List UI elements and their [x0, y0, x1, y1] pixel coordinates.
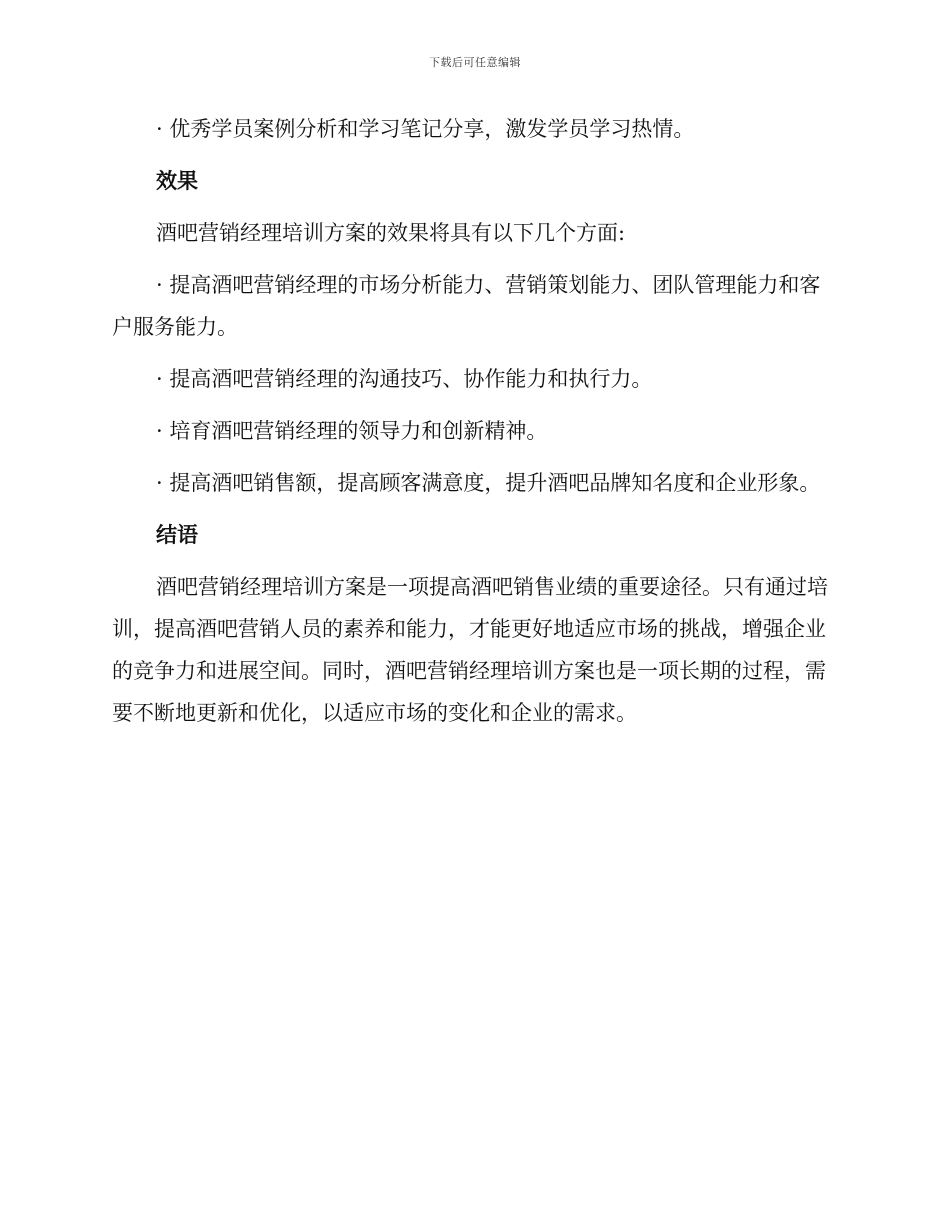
- paragraph-conclusion: 酒吧营销经理培训方案是一项提高酒吧销售业绩的重要途径。只有通过培训，提高酒吧营销人员的素养和能力，才能更好地适应市场的挑战，增强企业的竞争力和进展空间。同时，酒吧营销经理培训方案也是一项长期的过程，需要不断地更新和优化，以适应市场的变化和企业的需求。: [112, 575, 828, 725]
- document-body: [112, 108, 834, 734]
- header-note: 下载后可任意编辑: [429, 56, 521, 69]
- section-heading-conclusion: 结语: [156, 523, 198, 547]
- paragraph-bullet-sales: · 提高酒吧销售额，提高顾客满意度，提升酒吧品牌知名度和企业形象。: [156, 471, 821, 495]
- paragraph-bullet-communication: · 提高酒吧营销经理的沟通技巧、协作能力和执行力。: [156, 367, 653, 391]
- paragraph-bullet-leadership: · 培育酒吧营销经理的领导力和创新精神。: [156, 419, 548, 443]
- paragraph-effect-intro: 酒吧营销经理培训方案的效果将具有以下几个方面:: [156, 221, 626, 245]
- spacer: [112, 348, 834, 358]
- section-heading-effect: 效果: [156, 169, 198, 193]
- spacer: [112, 150, 834, 160]
- paragraph-bullet-abilities: · 提高酒吧营销经理的市场分析能力、营销策划能力、团队管理能力和客户服务能力。: [112, 273, 821, 339]
- spacer: [112, 202, 834, 212]
- spacer: [112, 452, 834, 462]
- spacer: [112, 504, 834, 514]
- paragraph-bullet-case-sharing: · 优秀学员案例分析和学习笔记分享，激发学员学习热情。: [156, 117, 695, 141]
- spacer: [112, 254, 834, 264]
- spacer: [112, 400, 834, 410]
- spacer: [112, 556, 834, 566]
